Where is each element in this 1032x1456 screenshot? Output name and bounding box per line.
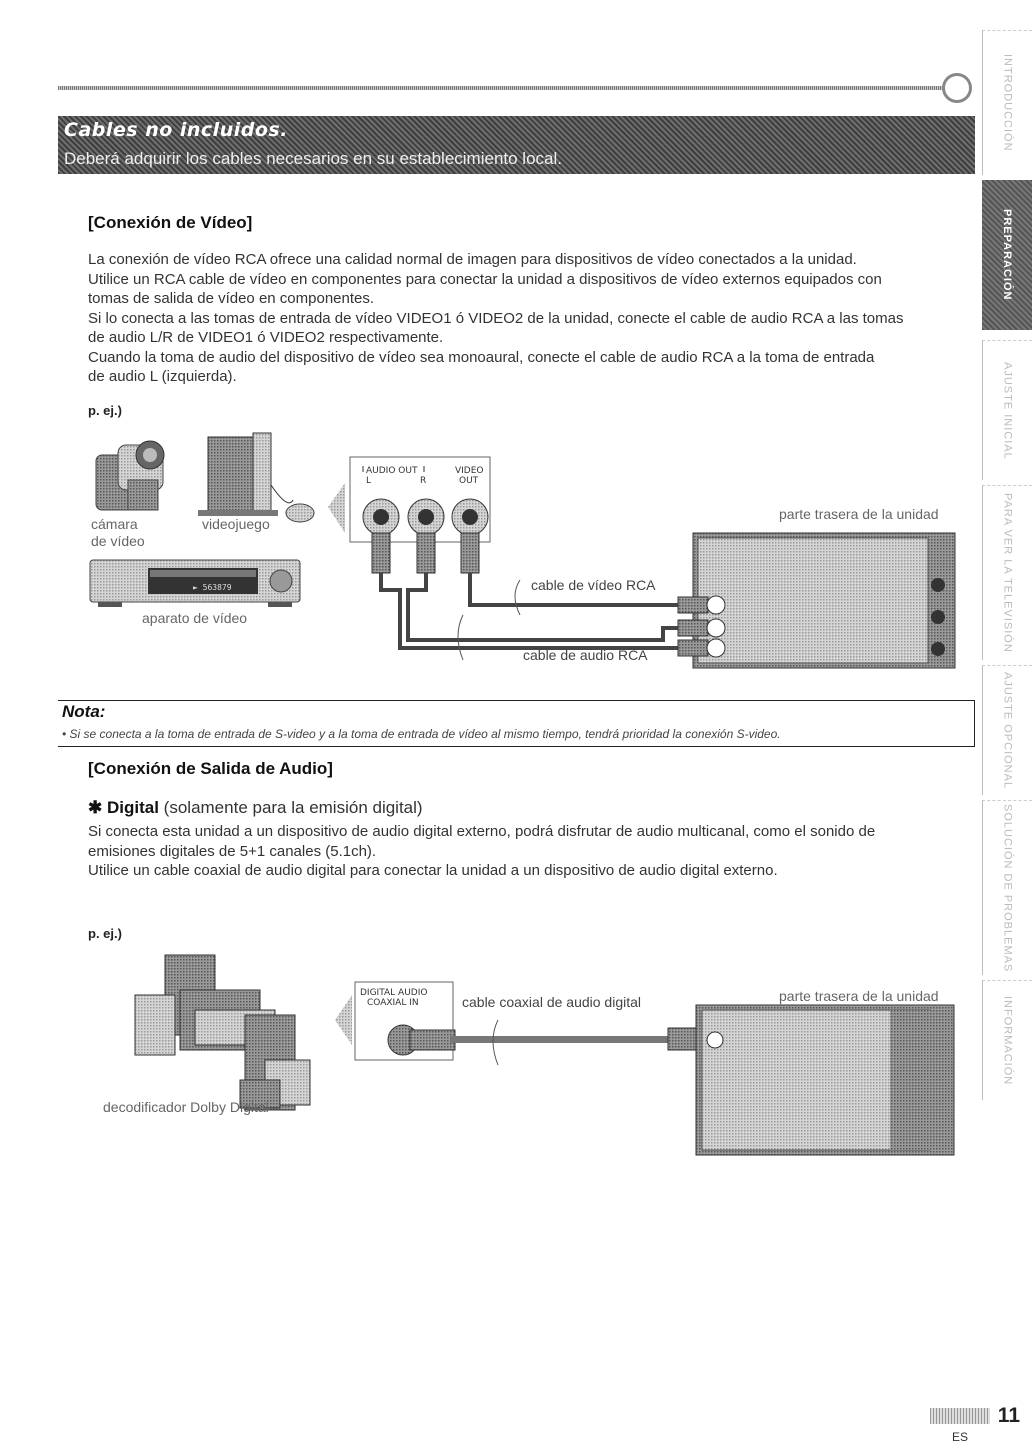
vcr-display: ► 563879: [193, 583, 232, 592]
rear-unit-label: parte trasera de la unidad: [779, 506, 939, 522]
audio-section-heading: [Conexión de Salida de Audio]: [88, 759, 333, 778]
side-tab-label: AJUSTE OPCIONAL: [1001, 671, 1014, 790]
audio-out-r-label: R: [420, 476, 427, 486]
coaxial-cable-label: cable coaxial de audio digital: [462, 994, 642, 1010]
rear-unit-label-digital: parte trasera de la unidad: [779, 988, 939, 1004]
side-tab-label: INTRODUCCIÓN: [1001, 54, 1014, 152]
side-tab-introduccion[interactable]: [982, 30, 1032, 175]
vcr-label: aparato de vídeo: [142, 610, 248, 626]
side-tab-ajuste-opcional[interactable]: [982, 665, 1032, 795]
digital-title: Digital: [106, 798, 159, 817]
vcr-icon: [90, 560, 300, 607]
top-rule-circle: [942, 73, 972, 103]
video-out-label-line1: VIDEO: [455, 466, 484, 476]
video-cable-label: cable de vídeo RCA: [531, 577, 656, 593]
decoder-label: decodificador Dolby Digital: [103, 1099, 269, 1115]
body-line: emisiones digitales de 5+1 canales (5.1ch).: [88, 842, 377, 860]
page-number: 11: [997, 1404, 1020, 1427]
side-tab-label: INFORMACIÓN: [1001, 995, 1014, 1086]
audio-out-l-label: L: [366, 476, 372, 486]
video-section-body: [88, 250, 978, 387]
body-line: Utilice un cable coaxial de audio digital para conectar la unidad a un dispositivo de audio digital externo.: [88, 862, 778, 879]
body-line: Cuando la toma de audio del dispositivo de vídeo sea monoaural, conecte el cable de audio RCA a la toma de entrada: [88, 348, 875, 366]
side-tab-solucion-de-problemas[interactable]: [982, 800, 1032, 975]
audio-example-label: p. ej.): [88, 926, 122, 941]
console-label: videojuego: [202, 516, 270, 532]
body-line: de audio L (izquierda).: [88, 368, 237, 385]
side-tab-label: AJUSTE INICIAL: [1001, 361, 1014, 460]
speaker-system-icon: [135, 955, 310, 1110]
digital-audio-jack-label: DIGITAL AUDIO: [360, 988, 428, 998]
side-tab-label: SOLUCIÓN DE PROBLEMAS: [1001, 803, 1014, 973]
side-tab-informacion[interactable]: [982, 980, 1032, 1100]
top-rule: [58, 86, 958, 90]
body-line: Utilice un RCA cable de vídeo en componentes para conectar la unidad a dispositivos de vídeo externos equipados con: [88, 270, 882, 288]
banner-title: Cables no incluidos.: [64, 119, 288, 141]
callout-arrow-icon: [328, 483, 345, 533]
audio-section-body: [88, 822, 978, 881]
audio-cable-label: cable de audio RCA: [523, 647, 648, 663]
info-banner: [58, 116, 975, 174]
nota-title: Nota:: [62, 702, 106, 721]
side-tab-ajuste-inicial[interactable]: [982, 340, 1032, 480]
coaxial-in-jack-label: COAXIAL IN: [367, 998, 419, 1008]
video-out-label-line2: OUT: [459, 476, 479, 486]
digital-subtitle: (solamente para la emisión digital): [163, 798, 423, 817]
body-line: tomas de salida de vídeo en componentes.: [88, 290, 375, 307]
audio-connection-diagram: [120, 950, 970, 1160]
side-tab-label: PREPARACIÓN: [1001, 209, 1013, 301]
body-line: La conexión de vídeo RCA ofrece una calidad normal de imagen para dispositivos de vídeo conectados a la unidad.: [88, 251, 857, 268]
camera-label-line1: cámara: [91, 516, 138, 532]
body-line: Si conecta esta unidad a un dispositivo de audio digital externo, podrá disfrutar de audio multicanal, como el sonido de: [88, 823, 876, 840]
callout-arrow-icon: [335, 995, 352, 1045]
side-tab-label: PARA VER LA TELEVISIÓN: [1001, 493, 1014, 653]
body-line: de audio L/R de VIDEO1 ó VIDEO2 respectivamente.: [88, 329, 444, 346]
video-section-heading: [Conexión de Vídeo]: [88, 213, 253, 232]
digital-subheading: [88, 798, 423, 818]
camera-label-line2: de vídeo: [91, 533, 145, 549]
audio-out-label: AUDIO OUT: [366, 466, 418, 476]
body-line: Si lo conecta a las tomas de entrada de vídeo VIDEO1 ó VIDEO2 de la unidad, conecte el cable de audio RCA a las tomas: [88, 309, 904, 327]
star-icon: ✱: [88, 798, 103, 817]
side-tab-para-ver-la-television[interactable]: [982, 485, 1032, 660]
side-tab-preparacion[interactable]: [982, 180, 1032, 330]
banner-subtitle: Deberá adquirir los cables necesarios en su establecimiento local.: [64, 149, 562, 168]
video-example-label: p. ej.): [88, 403, 122, 418]
camcorder-icon: [96, 441, 164, 510]
game-console-icon: [198, 433, 314, 522]
nota-text: • Si se conecta a la toma de entrada de S-video y a la toma de entrada de vídeo al mismo tiempo, tendrá prioridad la conexión S-video.: [62, 727, 781, 741]
language-code: ES: [952, 1430, 969, 1444]
